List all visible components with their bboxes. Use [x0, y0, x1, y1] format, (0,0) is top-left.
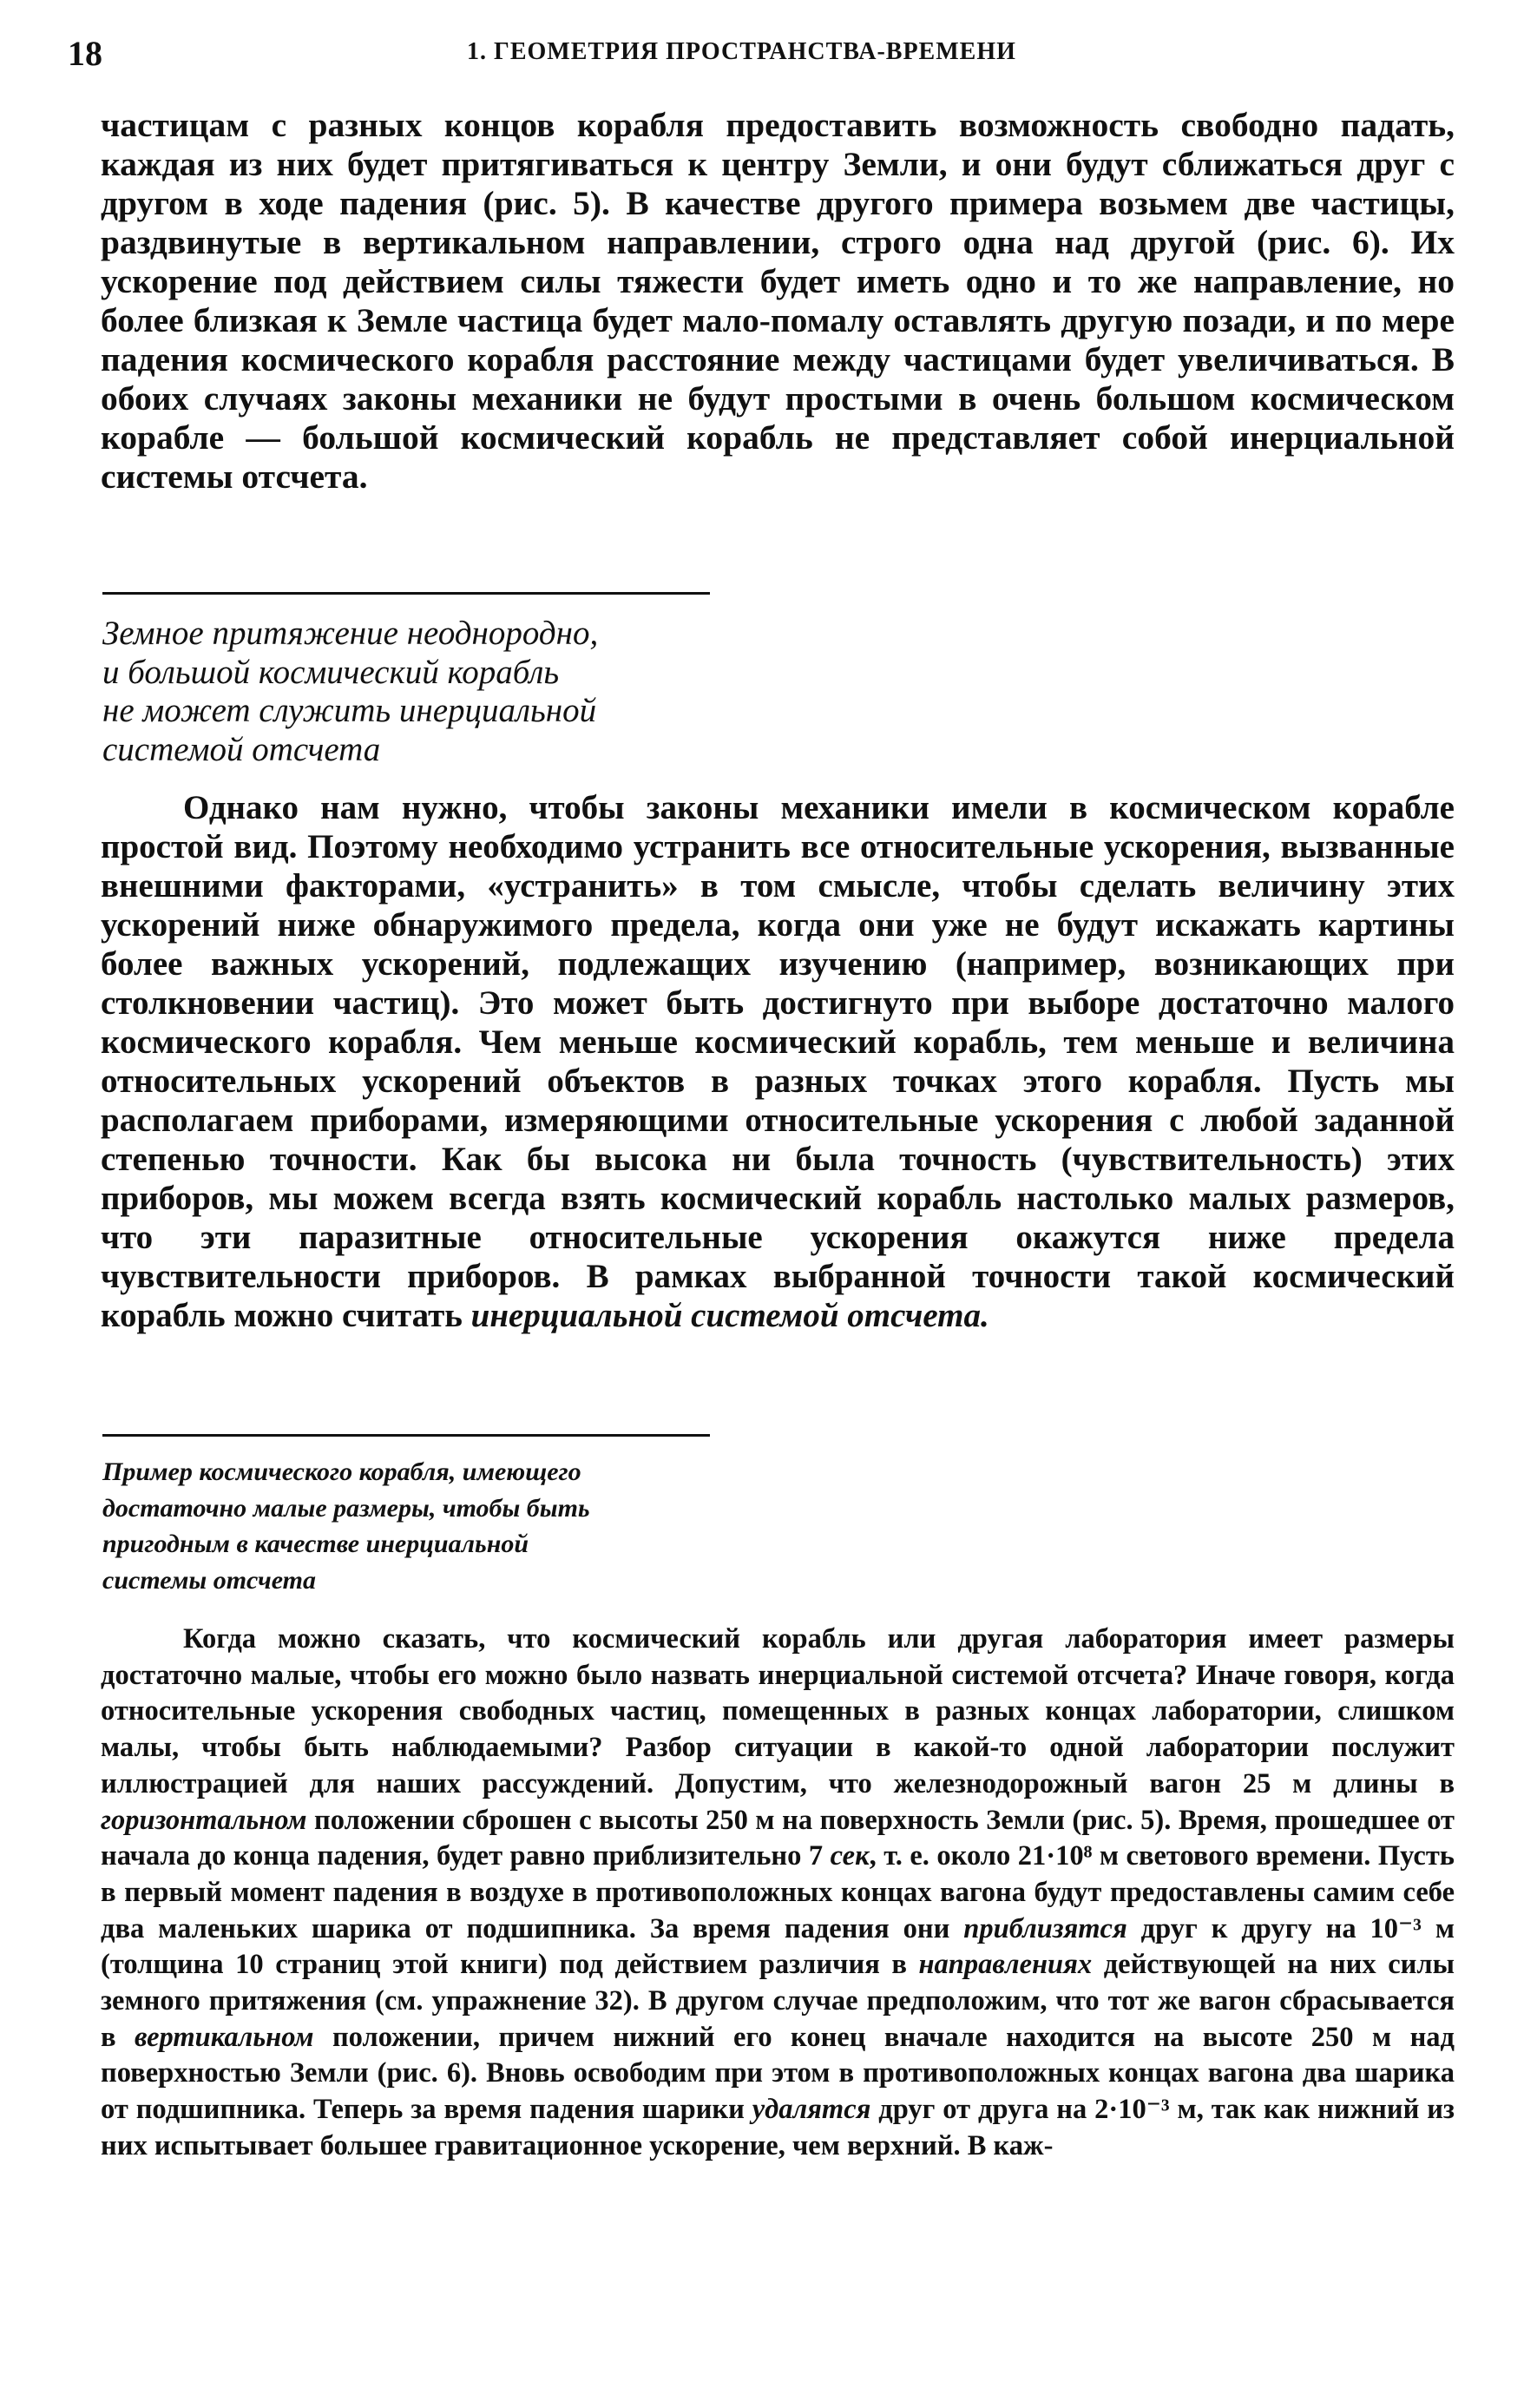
paragraph-3-segment: друг от друга на 2·10⁻³ м, так как нижний из них испытывает большее гравитационное ускорение, чем верхний. В каж- [101, 2094, 1455, 2161]
paragraph-1: частицам с разных концов корабля предоставить возможность свободно падать, каждая из них будет притягиваться к центру Земли, и они будут сближаться друг с другом в ходе падения (рис. 5). В качестве другого примера возьмем две частицы, раздвинутые в вертикальном направлении, строго одна над другой (рис. 6). Их ускорение под действием силы тяжести будет иметь одно и то же направление, но более близкая к Земле частица будет мало-помалу оставлять другую позади, и по мере падения космического корабля расстояние между частицами будет увеличиваться. В обоих случаях законы механики не будут простыми в очень большом космическом корабле — большой космический корабль не представляет собой инерциальной системы отсчета. [101, 106, 1455, 496]
paragraph-2-text: Однако нам нужно, чтобы законы механики имели в космическом корабле простой вид. Поэтому необходимо устранить все относительные ускорения, вызванные внешними факторами, «устранить» в том смысле, чтобы сделать величину этих ускорений ниже обнаружимого предела, когда они уже не будут искажать картины более важных ускорений, подлежащих изучению (например, возникающих при столкновении частиц). Это может быть достигнуто при выборе достаточно малого космического корабля. Чем меньше космический корабль, тем меньше и величина относительных ускорений объектов в разных точках этого корабля. Пусть мы располагаем приборами, измеряющими относительные ускорения с любой заданной степенью точности. Как бы высока ни была точность (чувствительность) этих приборов, мы можем всегда взять космический корабль настолько малых размеров, что эти паразитные относительные ускорения окажутся ниже предела чувствительности приборов. В рамках выбранной точности такой космический корабль можно считать [101, 789, 1455, 1334]
paragraph-3-emphasis: сек [830, 1840, 870, 1872]
margin-note-2 [102, 1454, 779, 1598]
paragraph-3-emphasis: приблизятся [963, 1912, 1127, 1944]
paragraph-3-segment: , т. е. около 21·10⁸ м светового времени. Пусть в первый момент падения в воздухе в противоположных концах вагона будут предоставлены самим себе два маленьких шарика от подшипника. За время падения они [101, 1840, 1455, 1944]
page-header [68, 33, 1456, 85]
paragraph-3-emphasis: направлениях [918, 1949, 1093, 1981]
margin-note-line: Земное притяжение неоднородно, [102, 615, 599, 652]
paragraph-3-emphasis: вертикальном [135, 2021, 314, 2053]
margin-note-line: и большой космический корабль [102, 653, 560, 691]
margin-note-line: не может служить инерциальной [102, 692, 597, 729]
margin-note-1 [102, 615, 762, 769]
margin-note-divider [102, 1434, 710, 1437]
paragraph-3-segment: положении сброшен с высоты 250 м на поверхность Земли (рис. 5). Время, прошедшее от начала до конца падения, будет равно приблизительно 7 [101, 1804, 1455, 1872]
margin-note-line: пригодным в качестве инерциальной [102, 1530, 529, 1558]
paragraph-3-emphasis: горизонтальном [101, 1804, 307, 1836]
paragraph-3-emphasis: удалятся [752, 2094, 871, 2126]
paragraph-3-segment: друг к другу на 10⁻³ м (толщина 10 страниц этой книги) под действием различия в [101, 1912, 1455, 1981]
margin-note-line: системой отсчета [102, 730, 381, 768]
margin-note-line: системы отсчета [102, 1565, 316, 1595]
margin-note-line: достаточно малые размеры, чтобы быть [102, 1493, 590, 1523]
paragraph-3-segment: действующей на них силы земного притяжения (см. упражнение 32). В другом случае предположим, что тот же вагон сбрасывается в [101, 1949, 1455, 2053]
paragraph-3-segment: положении, причем нижний его конец вначале находится на высоте 250 м над поверхностью Земли (рис. 6). Вновь освободим при этом в противоположных концах вагона два шарика от подшипника. Теперь за время падения шарики [101, 2021, 1455, 2126]
margin-note-divider [102, 592, 710, 595]
paragraph-2-emphasis: инерциальной системой отсчета. [470, 1297, 989, 1334]
paragraph-3-segment: Когда можно сказать, что космический корабль или другая лаборатория имеет размеры достаточно малые, чтобы его можно было назвать инерциальной системой отсчета? Иначе говоря, когда относительные ускорения свободных частиц, помещенных в разных концах лаборатории, слишком малы, чтобы быть наблюдаемыми? Разбор ситуации в какой-то одной лаборатории послужит иллюстрацией для наших рассуждений. Допустим, что железнодорожный вагон 25 м длины в [101, 1623, 1455, 1799]
paragraph-3 [101, 1622, 1455, 2165]
page-number: 18 [68, 34, 102, 73]
running-title: 1. ГЕОМЕТРИЯ ПРОСТРАНСТВА-ВРЕМЕНИ [467, 38, 1016, 65]
paragraph-2 [101, 788, 1455, 1335]
margin-note-line: Пример космического корабля, имеющего [102, 1457, 581, 1486]
